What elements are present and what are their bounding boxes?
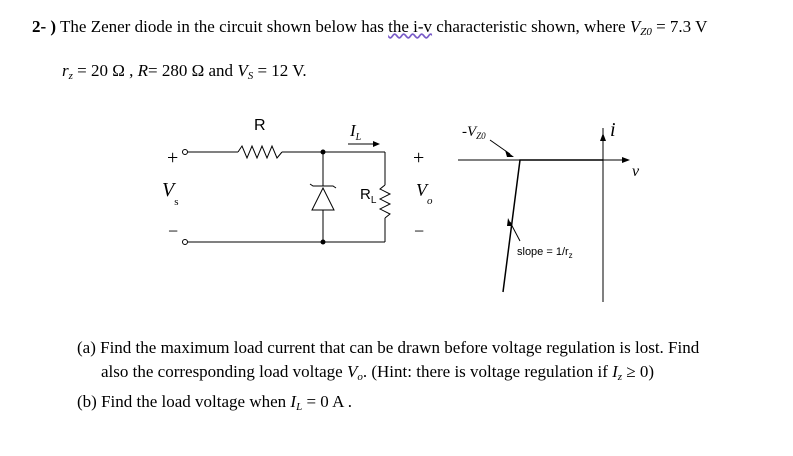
vs-value: = 12 V. (253, 61, 307, 80)
part-a-line-2: also the corresponding load voltage $V_o$. (Hint: there is voltage regulation if $I_z \ge 0$) (101, 362, 655, 383)
vo-label: $V_o$ (416, 180, 433, 207)
junction-top (321, 150, 326, 155)
intro-underlined: the i-v (388, 17, 433, 36)
part-a-line-1: (a) Find the maximum load current that can be drawn before voltage regulation is lost. Find (77, 338, 700, 357)
r-value: = 280 Ω and (148, 61, 238, 80)
a-iz: I (612, 362, 618, 381)
r-symbol: R (137, 61, 149, 80)
intro-text-2: characteristic shown, where (432, 17, 630, 36)
vz-sub: Z0 (640, 26, 652, 38)
vs-symbol: V (237, 61, 248, 80)
vo-plus: + (413, 147, 425, 169)
iv-curve (503, 160, 603, 292)
il-label: $I_L$ (350, 121, 362, 143)
part-b: (b) Find the load voltage when $I_L = 0$ A . (77, 392, 352, 413)
a-vo: V (346, 362, 358, 381)
slope-label: slope = $1/r_z$ (517, 246, 573, 260)
resistor-rl (380, 185, 390, 218)
b-il: I (290, 392, 297, 411)
rz-value: = 20 Ω , (72, 61, 138, 80)
v-axis-arrow (622, 157, 630, 163)
vz-symbol: V (629, 17, 641, 36)
vz0-label: $-V_{Z0}$ (462, 124, 486, 141)
slope-pointer (507, 218, 512, 226)
vs-plus: + (167, 147, 179, 169)
problem-number: 2- ) (32, 17, 57, 36)
vz-value: = 7.3 V (651, 17, 708, 36)
resistor-r (238, 146, 282, 158)
rz-sub: z (68, 70, 73, 82)
rz-symbol: r (62, 61, 69, 80)
v-axis-label: v (632, 163, 640, 180)
vs-sub: S (247, 70, 254, 82)
terminal-top (183, 150, 188, 155)
vs-minus: − (168, 221, 179, 241)
i-axis-arrow (600, 133, 606, 141)
vs-label: $V_s$ (162, 179, 179, 208)
terminal-bottom (183, 240, 188, 245)
i-axis-label: i (610, 119, 616, 141)
junction-bottom (321, 240, 326, 245)
il-arrow (373, 141, 380, 147)
r-label: R (254, 117, 266, 134)
zener-diode (312, 188, 334, 210)
rl-label: $R_L$ (360, 186, 377, 206)
intro-text: The Zener diode in the circuit shown below has (60, 17, 389, 36)
vo-minus: − (414, 221, 425, 241)
